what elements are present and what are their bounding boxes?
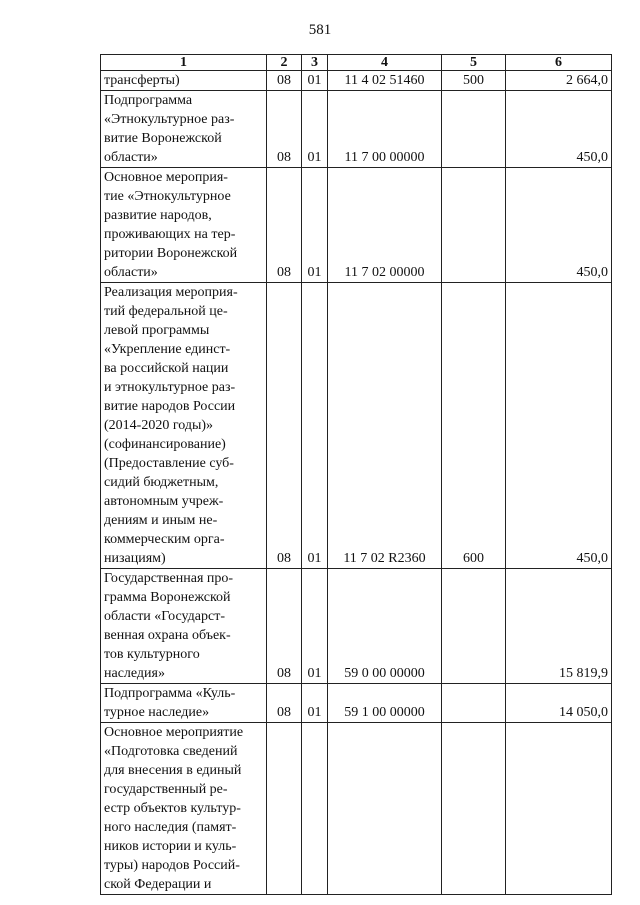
row-vr: 500 bbox=[442, 71, 506, 91]
budget-table bbox=[100, 54, 612, 895]
row-name-cell bbox=[101, 71, 267, 91]
row-pr: 01 bbox=[302, 168, 328, 283]
table-row bbox=[101, 684, 612, 723]
row-sum bbox=[506, 723, 612, 895]
header-col-2: 2 bbox=[267, 55, 302, 71]
row-csr: 11 7 02 00000 bbox=[328, 168, 442, 283]
row-name: Подпрограмма «Куль- турное наследие» bbox=[104, 686, 236, 720]
row-csr bbox=[328, 723, 442, 895]
header-col-3: 3 bbox=[302, 55, 328, 71]
row-pr: 01 bbox=[302, 684, 328, 723]
row-vr bbox=[442, 723, 506, 895]
row-sum: 14 050,0 bbox=[506, 684, 612, 723]
table-row bbox=[101, 723, 612, 895]
header-row bbox=[101, 55, 612, 71]
row-vr bbox=[442, 684, 506, 723]
header-col-1: 1 bbox=[101, 55, 267, 71]
row-rz bbox=[267, 723, 302, 895]
row-csr: 59 0 00 00000 bbox=[328, 569, 442, 684]
row-vr bbox=[442, 569, 506, 684]
row-sum: 450,0 bbox=[506, 283, 612, 569]
row-name-cell bbox=[101, 684, 267, 723]
row-vr bbox=[442, 168, 506, 283]
row-sum: 450,0 bbox=[506, 91, 612, 168]
row-csr: 11 7 00 00000 bbox=[328, 91, 442, 168]
table-row bbox=[101, 283, 612, 569]
row-name: Основное мероприятие «Подготовка сведений для внесения в единый государственный ре- естр объектов культур- ного наследия (памят- ников истории и куль- туры) народов Россий- ской Федерации и bbox=[104, 725, 244, 892]
row-csr: 11 4 02 51460 bbox=[328, 71, 442, 91]
row-name: Подпрограмма «Этнокультурное раз- витие Воронежской области» bbox=[104, 93, 235, 165]
row-csr: 11 7 02 R2360 bbox=[328, 283, 442, 569]
row-pr bbox=[302, 723, 328, 895]
header-col-4: 4 bbox=[328, 55, 442, 71]
row-name-cell bbox=[101, 91, 267, 168]
row-sum: 450,0 bbox=[506, 168, 612, 283]
row-rz: 08 bbox=[267, 684, 302, 723]
header-col-5: 5 bbox=[442, 55, 506, 71]
row-vr bbox=[442, 91, 506, 168]
row-name: трансферты) bbox=[104, 73, 180, 88]
row-csr: 59 1 00 00000 bbox=[328, 684, 442, 723]
row-name-cell bbox=[101, 569, 267, 684]
row-rz: 08 bbox=[267, 168, 302, 283]
row-name: Основное мероприя- тие «Этнокультурное развитие народов, проживающих на тер- ритории Воронежской области» bbox=[104, 170, 238, 280]
row-rz: 08 bbox=[267, 91, 302, 168]
row-rz: 08 bbox=[267, 283, 302, 569]
row-name-cell bbox=[101, 723, 267, 895]
row-pr: 01 bbox=[302, 71, 328, 91]
table-row bbox=[101, 71, 612, 91]
row-vr: 600 bbox=[442, 283, 506, 569]
table-row bbox=[101, 569, 612, 684]
row-pr: 01 bbox=[302, 283, 328, 569]
row-name: Государственная про- грамма Воронежской области «Государст- венная охрана объек- тов культурного наследия» bbox=[104, 571, 234, 681]
table-row bbox=[101, 91, 612, 168]
header-col-6: 6 bbox=[506, 55, 612, 71]
table-row bbox=[101, 168, 612, 283]
row-name-cell bbox=[101, 168, 267, 283]
row-pr: 01 bbox=[302, 91, 328, 168]
row-sum: 2 664,0 bbox=[506, 71, 612, 91]
page-number: 581 bbox=[308, 22, 332, 38]
row-pr: 01 bbox=[302, 569, 328, 684]
row-name-cell bbox=[101, 283, 267, 569]
row-rz: 08 bbox=[267, 71, 302, 91]
row-rz: 08 bbox=[267, 569, 302, 684]
row-name: Реализация мероприя- тий федеральной це- левой программы «Укрепление единст- ва российской нации и этнокультурное раз- витие народов России (2014-2020 годы)» (софинансирование) (Предоставление суб- сидий бюджетным, автономным учреж- дениям и иным не- коммерческим орга- низациям) bbox=[104, 285, 238, 566]
row-sum: 15 819,9 bbox=[506, 569, 612, 684]
